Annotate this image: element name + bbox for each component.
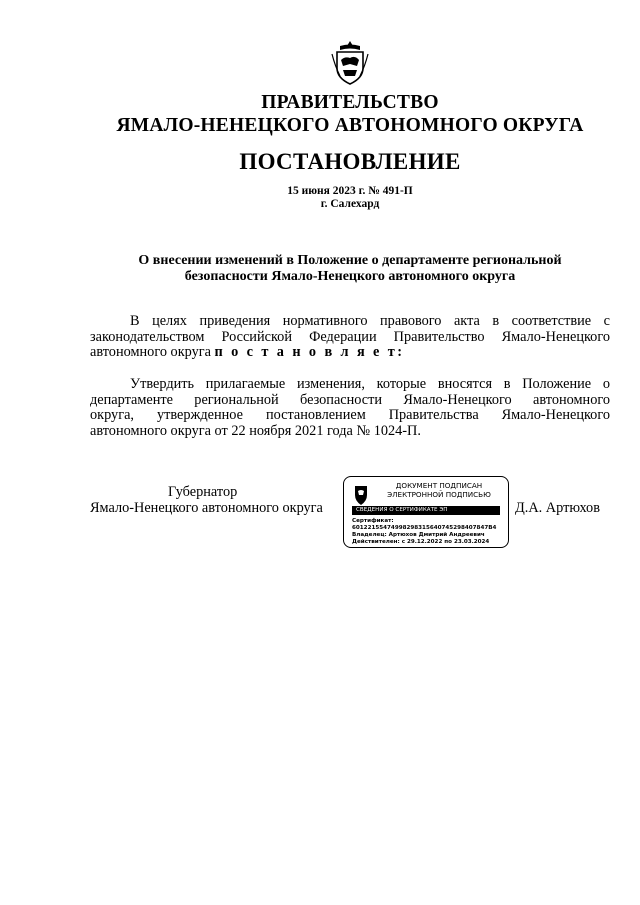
city: г. Салехард xyxy=(320,198,380,210)
signatory-title: Губернатор xyxy=(168,484,238,500)
resolution-word: п о с т а н о в л я е т: xyxy=(214,344,405,361)
signatory-region: Ямало-Ненецкого автономного округа xyxy=(90,500,323,516)
paragraph-1-last-text: автономного округа xyxy=(90,344,211,361)
paragraph-1-line: В целях приведения нормативного правового акта в соответствие с xyxy=(130,313,610,329)
subject-line-1: О внесении изменений в Положение о департаменте региональной xyxy=(138,253,562,268)
government-title: ПРАВИТЕЛЬСТВО xyxy=(261,92,439,113)
government-region: ЯМАЛО-НЕНЕЦКОГО АВТОНОМНОГО ОКРУГА xyxy=(116,115,584,136)
paragraph-2-line: автономного округа от 22 ноября 2021 года № 1024-П. xyxy=(90,423,421,440)
stamp-cert-label: Сертификат: xyxy=(352,518,394,524)
stamp-validity: Действителен: с 29.12.2022 по 23.03.2024 xyxy=(352,539,490,545)
stamp-header-1: ДОКУМЕНТ ПОДПИСАН xyxy=(395,481,483,490)
paragraph-2-line: Утвердить прилагаемые изменения, которые вносятся в Положение о xyxy=(130,376,610,392)
paragraph-2-line: округа, утвержденное постановлением Правительства Ямало-Ненецкого xyxy=(90,407,610,424)
paragraph-1-line xyxy=(90,345,610,361)
stamp-certificate-bar: СВЕДЕНИЯ О СЕРТИФИКАТЕ ЭП xyxy=(352,506,500,515)
subject-line-2: безопасности Ямало-Ненецкого автономного округа xyxy=(184,269,516,284)
date-number: 15 июня 2023 г. № 491-П xyxy=(287,185,413,197)
paragraph-2 xyxy=(90,377,610,440)
paragraph-1-line: законодательством Российской Федерации Правительство Ямало-Ненецкого xyxy=(90,328,610,345)
paragraph-2-line: департаменте региональной безопасности Ямало-Ненецкого автономного xyxy=(90,391,610,408)
stamp-cert-number: 60122155474998298315640745298407847B4 xyxy=(352,525,497,531)
stamp-header-2: ЭЛЕКТРОННОЙ ПОДПИСЬЮ xyxy=(387,490,491,499)
document-type: ПОСТАНОВЛЕНИЕ xyxy=(239,149,461,174)
stamp-owner: Владелец: Артюхов Дмитрий Андреевич xyxy=(352,532,485,538)
signatory-name: Д.А. Артюхов xyxy=(515,500,600,516)
coat-of-arms-emblem xyxy=(331,40,369,86)
electronic-signature-stamp xyxy=(343,476,509,548)
paragraph-1 xyxy=(90,314,610,361)
stamp-emblem-icon xyxy=(352,483,370,507)
